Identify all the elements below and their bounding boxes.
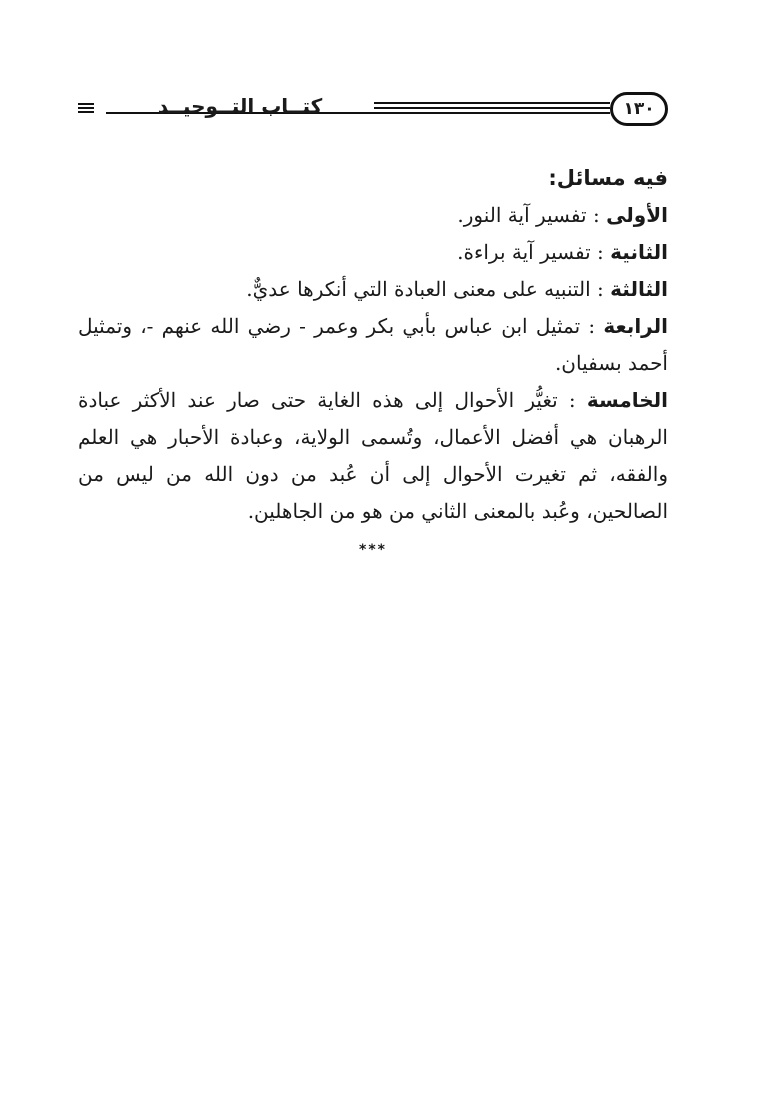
label-separator: : — [586, 203, 600, 227]
issue-text: تمثيل ابن عباس بأبي بكر وعمر - رضي الله عنهم -، وتمثيل أحمد بسفيان. — [78, 314, 668, 375]
label-separator: : — [590, 240, 604, 264]
page-number: ١٣٠ — [610, 92, 668, 126]
label-separator: : — [557, 388, 576, 412]
issue-text: تغيُّر الأحوال إلى هذه الغاية حتى صار عند الأكثر عبادة الرهبان هي أفضل الأعمال، وتُسمى الولاية، وعبادة الأحبار هي العلم والفقه، ثم تغيرت الأحوال إلى أن عُبد من دون الله من ليس من الصالحين، وعُبد بالمعنى الثاني من هو من الجاهلين. — [78, 388, 668, 523]
issue-label: الرابعة — [603, 314, 668, 338]
header-ornament-bars — [78, 103, 94, 113]
issue-text: تفسير آية براءة. — [457, 240, 591, 264]
issue-item — [78, 382, 668, 530]
issue-label: الأولى — [606, 203, 668, 227]
issue-label: الخامسة — [586, 388, 669, 412]
issue-item — [78, 234, 668, 271]
issue-item — [78, 271, 668, 308]
issue-item — [78, 197, 668, 234]
issue-label: الثانية — [610, 240, 668, 264]
book-title: كتــاب التــوحيــد — [106, 94, 374, 114]
issue-text: تفسير آية النور. — [457, 203, 587, 227]
page-header — [78, 92, 668, 130]
header-ornament-line — [374, 102, 610, 114]
issue-item — [78, 308, 668, 382]
label-separator: : — [580, 314, 596, 338]
section-separator: *** — [359, 542, 387, 558]
page-content — [78, 160, 668, 569]
label-separator: : — [590, 277, 604, 301]
section-heading: فيه مسائل: — [548, 166, 668, 190]
issue-text: التنبيه على معنى العبادة التي أنكرها عديٌّ. — [246, 277, 591, 301]
issue-label: الثالثة — [610, 277, 668, 301]
